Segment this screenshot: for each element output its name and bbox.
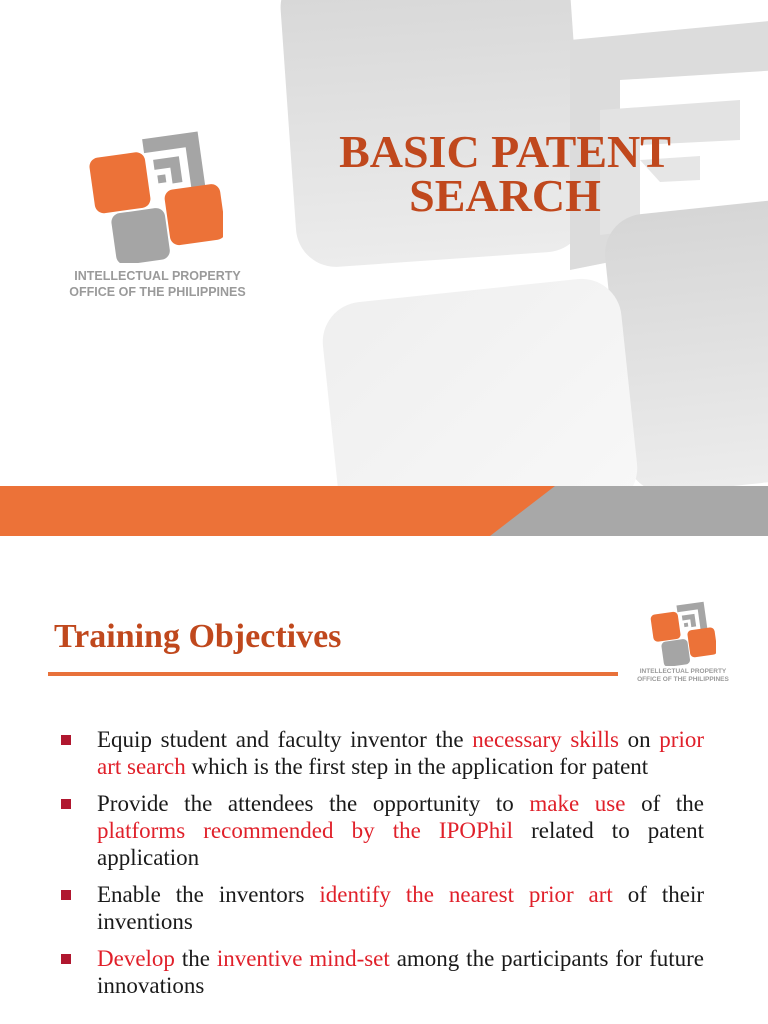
objective-item xyxy=(58,881,704,935)
bullet-square-icon xyxy=(61,890,71,900)
highlighted-text: make use xyxy=(529,791,626,816)
bullet-square-icon xyxy=(61,799,71,809)
footer-band xyxy=(0,486,768,536)
highlighted-text: necessary skills xyxy=(472,727,619,752)
highlighted-text: prior art search xyxy=(97,727,704,779)
objective-text: the xyxy=(174,946,217,971)
objective-text: Provide the attendees the opportunity to xyxy=(97,791,530,816)
objective-text: of the xyxy=(625,791,705,816)
bullet-square-icon xyxy=(61,735,71,745)
bullet-square-icon xyxy=(61,954,71,964)
objective-text: related to patent application xyxy=(97,818,704,870)
slide-title-line-2: SEARCH xyxy=(409,170,601,221)
highlighted-text: identify the nearest prior art xyxy=(319,882,613,907)
logo-caption-line-2: OFFICE OF THE PHILIPPINES xyxy=(69,284,246,299)
objective-item xyxy=(58,726,704,780)
objectives-title: Training Objectives xyxy=(54,618,342,655)
objective-text: Equip student and faculty inventor the xyxy=(97,727,473,752)
logo-small-caption-line-2: OFFICE OF THE PHILIPPINES xyxy=(637,676,729,684)
ipophil-logo-small-icon xyxy=(650,600,716,666)
title-underline xyxy=(48,672,618,676)
slide-title-line-1: BASIC PATENT xyxy=(339,126,671,177)
objective-text: of their inventions xyxy=(97,882,704,934)
objective-item xyxy=(58,790,704,871)
highlighted-text: platforms recommended by the IPOPhil xyxy=(97,818,514,843)
objective-item xyxy=(58,945,704,999)
ipophil-logo-icon xyxy=(88,128,223,263)
highlighted-text: inventive mind-set xyxy=(216,946,390,971)
highlighted-text: Develop xyxy=(97,946,175,971)
objective-text: on xyxy=(618,727,660,752)
objectives-slide xyxy=(0,560,768,1024)
objectives-list xyxy=(58,726,704,1009)
slide-title xyxy=(300,126,710,221)
logo-caption xyxy=(40,269,275,300)
objective-text: Enable the inventors xyxy=(97,882,320,907)
logo-caption-line-1: INTELLECTUAL PROPERTY xyxy=(74,269,241,283)
logo-small-caption xyxy=(622,668,744,684)
objective-text: which is the first step in the application for patent xyxy=(185,754,649,779)
objective-text: among the participants for future innovations xyxy=(97,946,704,998)
logo-small-caption-line-1: INTELLECTUAL PROPERTY xyxy=(639,668,727,675)
